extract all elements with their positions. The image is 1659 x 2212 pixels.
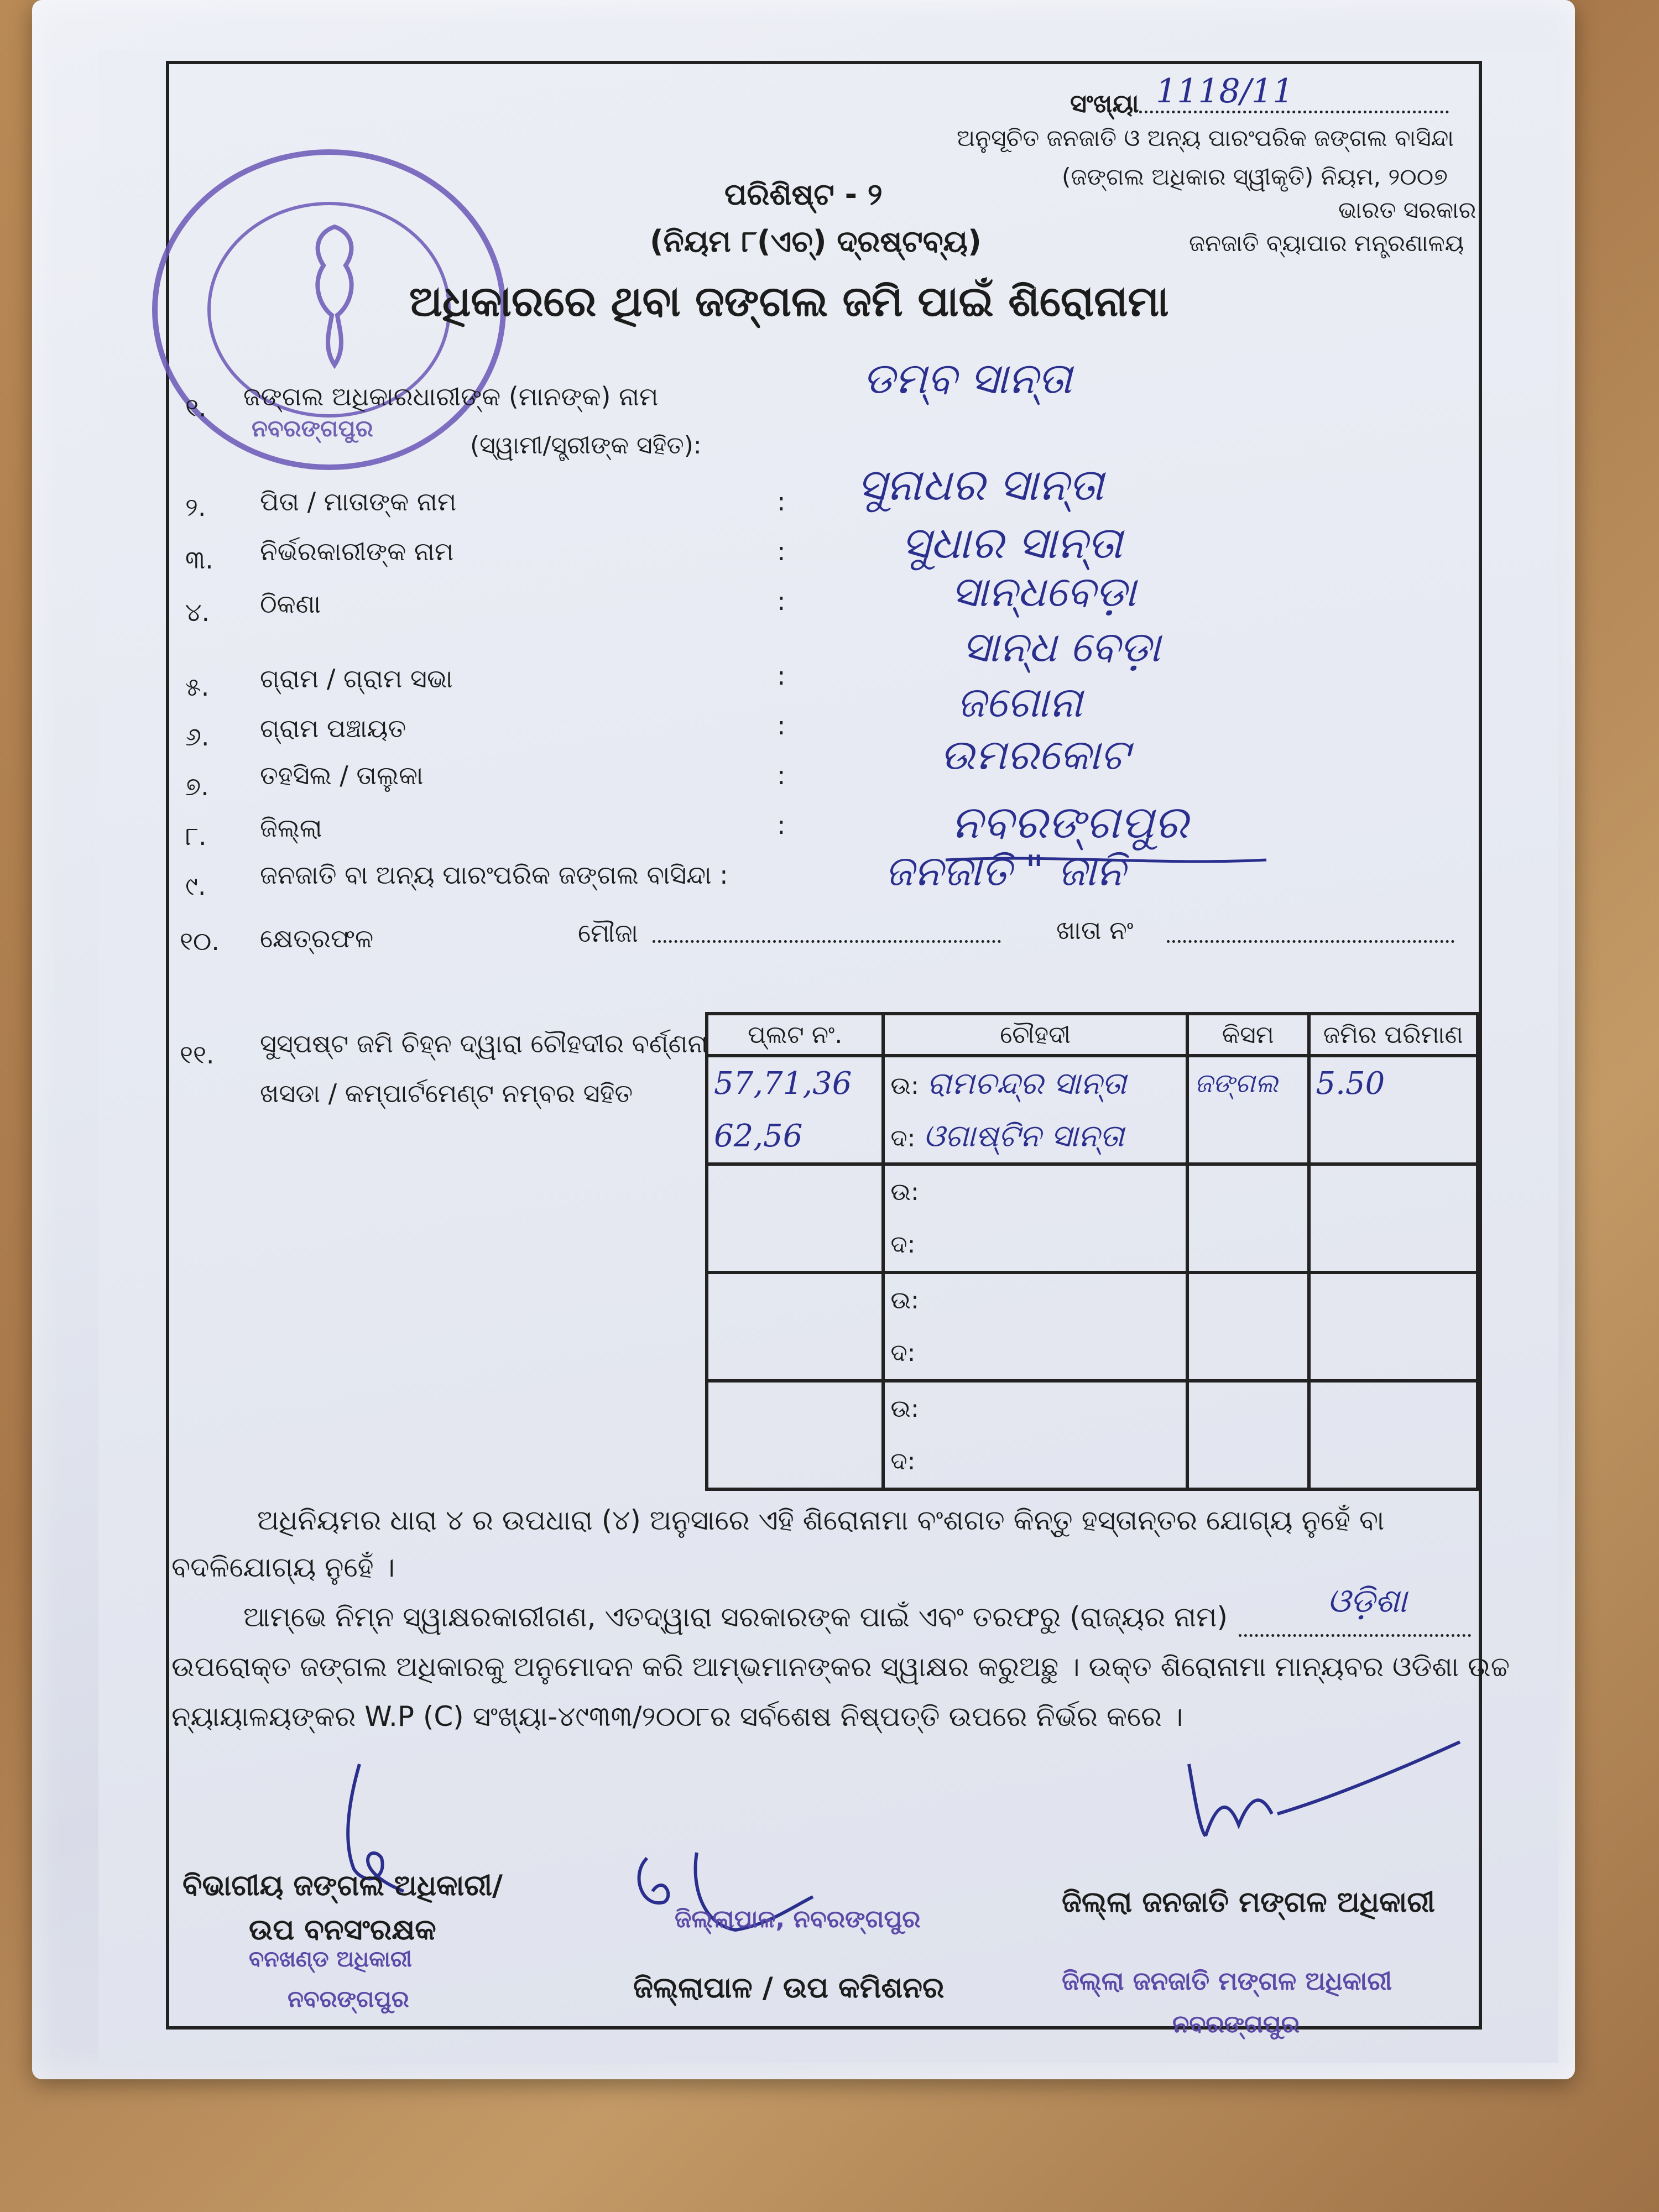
north-label: ଉ: xyxy=(890,1178,919,1206)
signature-right xyxy=(1178,1731,1465,1841)
field-5-colon: : xyxy=(777,661,786,691)
table-row xyxy=(707,1164,1478,1272)
field-3-colon: : xyxy=(777,536,786,566)
north-label: ଉ: xyxy=(890,1072,919,1100)
khata-dots xyxy=(1167,940,1454,943)
south-label: ଦ: xyxy=(890,1124,916,1152)
mouza-label: ମୌଜା xyxy=(578,918,638,948)
para1-line1: ଅଧିନିୟମର ଧାରା ୪ ର ଉପଧାରା (୪) ଅନୁସାରେ ଏହି ଶିରୋନାମା ବଂଶଗତ କିନ୍ତୁ ହସ୍ତାନ୍ତର ଯୋଗ୍ୟ ନୁହେଁ ବା xyxy=(257,1504,1385,1536)
field-1-value: ଡମ୍ବ ସାନ୍ତା xyxy=(863,354,1072,404)
state-value: ଓଡ଼ିଶା xyxy=(1327,1582,1407,1620)
field-8-num: ୮. xyxy=(185,821,207,851)
field-6-colon: : xyxy=(777,711,786,740)
field-5-num: ୫. xyxy=(185,672,210,702)
north-label: ଉ: xyxy=(890,1286,919,1314)
field-1-num: ୧. xyxy=(185,393,207,422)
field-11-label-1: ସୁସ୍ପଷ୍ଟ ଜମି ଚିହ୍ନ ଦ୍ୱାରା ଚୌହଦୀର ବର୍ଣ୍ଣନା xyxy=(260,1029,708,1058)
field-9-value: ଜନଜାତି " ଜାନି xyxy=(885,846,1125,895)
field-8-colon: : xyxy=(777,810,786,840)
area-value: 5.50 xyxy=(1316,1066,1385,1102)
plot-table xyxy=(705,1012,1479,1491)
header-boundary: ଚୌହଦୀ xyxy=(883,1014,1187,1056)
serial-dots xyxy=(1139,111,1449,113)
field-10-num: ୧୦. xyxy=(180,926,220,956)
field-7-value: ଉମରକୋଟ xyxy=(940,730,1129,779)
north-value: ରାମଚନ୍ଦ୍ର ସାନ୍ତା xyxy=(926,1066,1126,1102)
header-right-line2: (ଜଙ୍ଗଲ ଅଧିକାର ସ୍ୱୀକୃତି) ନିୟମ, ୨୦୦୭ xyxy=(1062,163,1448,190)
field-1-sublabel: (ସ୍ୱାମୀ/ସ୍ତ୍ରୀଙ୍କ ସହିତ): xyxy=(470,431,702,460)
type-cell xyxy=(1187,1056,1309,1164)
field-7-colon: : xyxy=(777,760,786,790)
rule-reference: (ନିୟମ ୮(ଏଚ୍) ଦ୍ରଷ୍ଟବ୍ୟ) xyxy=(650,224,982,259)
header-land-area: ଜମିର ପରିମାଣ xyxy=(1309,1014,1478,1056)
center-stamp: ଜିଲ୍ଲାପାଳ, ନବରଙ୍ଗପୁର xyxy=(675,1905,921,1933)
serial-value: 1118/11 xyxy=(1156,72,1294,111)
plot-no-line-1: 57,71,36 xyxy=(714,1066,852,1102)
left-stamp-line2: ନବରଙ୍ଗପୁର xyxy=(288,1985,409,2012)
boundary-cell xyxy=(883,1056,1187,1164)
left-signatory-line2: ଉପ ବନସଂରକ୍ଷକ xyxy=(249,1913,436,1947)
field-3-label: ନିର୍ଭରକାରୀଙ୍କ ନାମ xyxy=(260,536,454,566)
field-4-label: ଠିକଣା xyxy=(260,589,321,619)
field-5-label: ଗ୍ରାମ / ଗ୍ରାମ ସଭା xyxy=(260,664,453,693)
boundary-south xyxy=(890,1110,1180,1162)
table-row xyxy=(707,1272,1478,1381)
annex-label: ପରିଶିଷ୍ଟ - ୨ xyxy=(724,177,883,212)
emblem-icon xyxy=(279,216,390,382)
page-title: ଅଧିକାରରେ ଥିବା ଜଙ୍ଗଲ ଜମି ପାଇଁ ଶିରୋନାମା xyxy=(409,276,1169,326)
plot-table-header xyxy=(707,1014,1478,1056)
boundary-cell xyxy=(883,1381,1187,1489)
field-6-value: ଜଗୋନା xyxy=(957,677,1083,727)
south-label: ଦ: xyxy=(890,1447,916,1475)
field-11-num: ୧୧. xyxy=(180,1040,215,1070)
field-4-value: ସାନ୍ଧବେଡ଼ା xyxy=(951,567,1136,616)
header-right-line1: ଅନୁସୂଚିତ ଜନଜାତି ଓ ଅନ୍ୟ ପାରଂପରିକ ଜଙ୍ଗଲ ବାସିନ୍ଦା xyxy=(957,124,1454,152)
field-4-value-2: ସାନ୍ଧ ବେଡ଼ା xyxy=(962,622,1161,671)
boundary-cell xyxy=(883,1272,1187,1381)
field-3-value: ସୁଧାର ସାନ୍ତା xyxy=(901,517,1123,568)
para2-line3: ନ୍ୟାୟାଳୟଙ୍କର W.P (C) ସଂଖ୍ୟା-୪୯୩୩/୨୦୦୮ର ସର୍ବଶେଷ ନିଷ୍ପତ୍ତି ଉପରେ ନିର୍ଭର କରେ । xyxy=(171,1700,1183,1733)
state-dots xyxy=(1239,1634,1471,1637)
field-2-value: ସୁନାଧର ସାନ୍ତା xyxy=(857,459,1104,510)
right-stamp-line2: ନବରଙ୍ଗପୁର xyxy=(1172,2010,1300,2038)
mouza-dots xyxy=(653,940,1001,943)
para2-line2: ଉପରୋକ୍ତ ଜଙ୍ଗଲ ଅଧିକାରକୁ ଅନୁମୋଦନ କରି ଆମ୍ଭମାନଙ୍କର ସ୍ୱାକ୍ଷର କରୁଅଛୁ । ଉକ୍ତ ଶିରୋନାମା ମାନ୍ୟବର ଓଡିଶା ଉଚ୍ଚ xyxy=(171,1651,1510,1683)
header-right-line3: ଭାରତ ସରକାର xyxy=(1338,196,1477,223)
table-row xyxy=(707,1056,1478,1164)
left-signatory-line1: ବିଭାଗୀୟ ଜଙ୍ଗଲ ଅଧିକାରୀ/ xyxy=(182,1869,503,1902)
field-6-num: ୬. xyxy=(185,722,210,752)
field-11-label-2: ଖସଡା / କମ୍ପାର୍ଟମେଣ୍ଟ ନମ୍ବର ସହିତ xyxy=(260,1078,633,1108)
north-label: ଉ: xyxy=(890,1395,919,1423)
south-label: ଦ: xyxy=(890,1230,916,1259)
plot-no-cell xyxy=(707,1056,883,1164)
field-2-num: ୨. xyxy=(185,492,206,522)
para2-line1: ଆମ୍ଭେ ନିମ୍ନ ସ୍ୱାକ୍ଷରକାରୀଗଣ, ଏତଦ୍ୱାରା ସରକାରଙ୍କ ପାଇଁ ଏବଂ ତରଫରୁ (ରାଜ୍ୟର ନାମ) xyxy=(243,1601,1228,1633)
field-3-num: ୩. xyxy=(185,545,213,575)
area-cell xyxy=(1309,1056,1478,1164)
field-2-colon: : xyxy=(777,487,786,517)
serial-label: ସଂଖ୍ୟା xyxy=(1070,88,1139,118)
field-4-colon: : xyxy=(777,586,786,616)
header-type: କିସମ xyxy=(1187,1014,1309,1056)
field-2-label: ପିତା / ମାତାଙ୍କ ନାମ xyxy=(260,487,457,517)
stamp-text: ନବରଙ୍ଗପୁର xyxy=(252,415,373,442)
table-row xyxy=(707,1381,1478,1489)
south-value: ଓଗାଷ୍ଟିନ ସାନ୍ତା xyxy=(923,1118,1124,1154)
header-plot-no: ପ୍ଲଟ ନଂ. xyxy=(707,1014,883,1056)
para1-line2: ବଦଳିଯୋଗ୍ୟ ନୁହେଁ । xyxy=(171,1551,395,1583)
field-6-label: ଗ୍ରାମ ପଞ୍ଚାୟତ xyxy=(260,713,406,743)
type-value: ଜଙ୍ଗଲ xyxy=(1194,1068,1279,1099)
left-stamp-line1: ବନଖଣ୍ଡ ଅଧିକାରୀ xyxy=(249,1947,412,1972)
field-8-value: ନବରଙ୍ଗପୁର xyxy=(951,796,1188,849)
center-signatory-line1: ଜିଲ୍ଲାପାଳ / ଉପ କମିଶନର xyxy=(633,1971,945,2005)
field-1-label: ଜଙ୍ଗଲ ଅଧିକାରଧାରୀଙ୍କ (ମାନଙ୍କ) ନାମ xyxy=(243,382,659,411)
field-7-label: ତହସିଲ / ତାଲୁକା xyxy=(260,760,424,790)
field-9-num: ୯. xyxy=(185,871,206,901)
south-label: ଦ: xyxy=(890,1339,916,1367)
boundary-north xyxy=(890,1057,1180,1110)
right-signatory-line1: ଜିଲ୍ଲା ଜନଜାତି ମଙ୍ଗଳ ଅଧିକାରୀ xyxy=(1062,1886,1435,1919)
field-8-label: ଜିଲ୍ଲା xyxy=(260,813,322,843)
boundary-cell xyxy=(883,1164,1187,1272)
right-stamp-line1: ଜିଲ୍ଲା ଜନଜାତି ମଙ୍ଗଳ ଅଧିକାରୀ xyxy=(1062,1966,1392,1996)
field-7-num: ୭. xyxy=(185,771,209,801)
field-10-label: କ୍ଷେତ୍ରଫଳ xyxy=(260,924,374,953)
field-9-label: ଜନଜାତି ବା ଅନ୍ୟ ପାରଂପରିକ ଜଙ୍ଗଲ ବାସିନ୍ଦା : xyxy=(260,860,728,890)
khata-label: ଖାତା ନଂ xyxy=(1056,915,1134,945)
plot-no-line-2: 62,56 xyxy=(714,1118,803,1154)
header-right-line4: ଜନଜାତି ବ୍ୟାପାର ମନ୍ତ୍ରଣାଳୟ xyxy=(1189,229,1464,257)
field-4-num: ୪. xyxy=(185,597,210,627)
